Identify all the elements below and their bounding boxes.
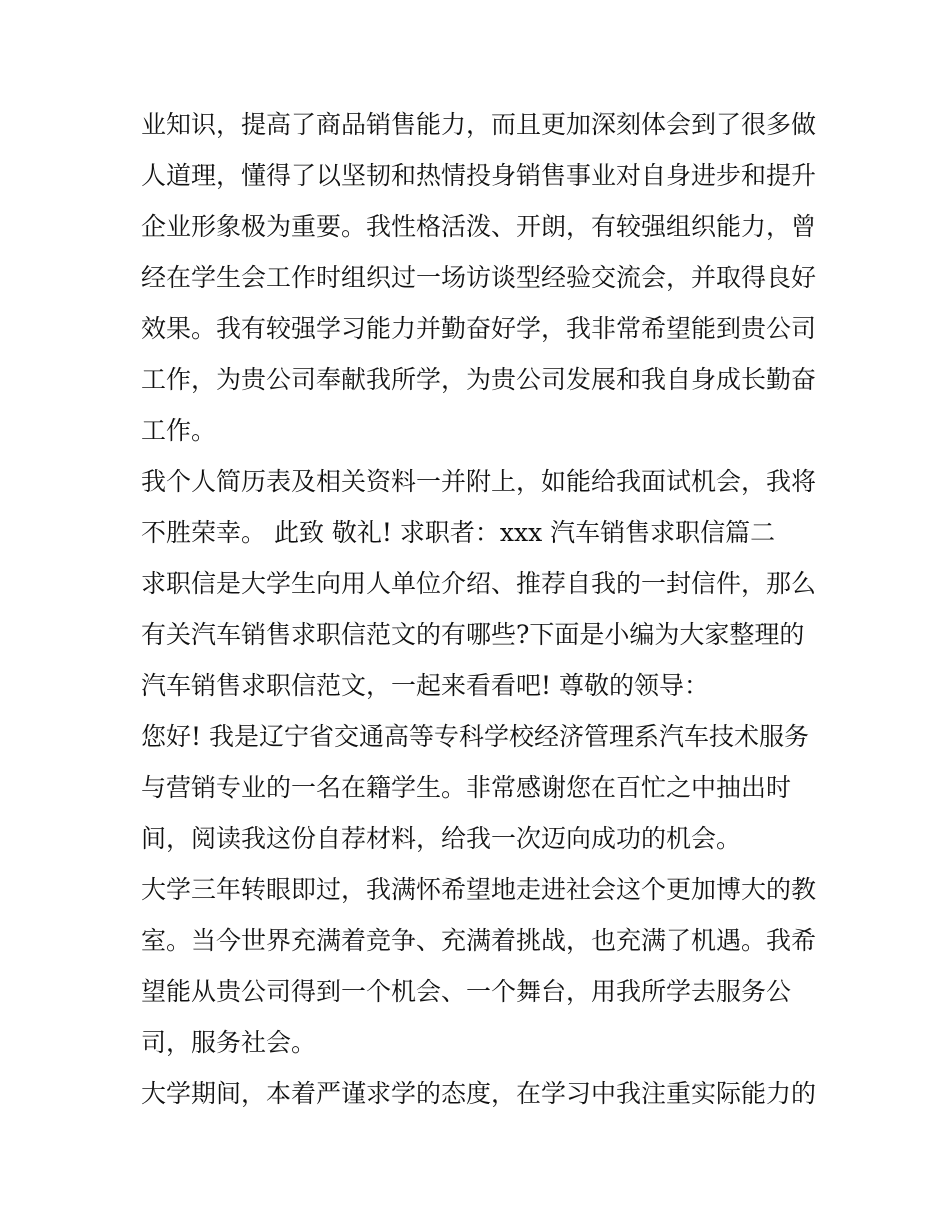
text-line: 您好! 我是辽宁省交通高等专科学校经济管理系汽车技术服务: [141, 722, 809, 751]
text-line: 汽车销售求职信范文，一起来看看吧! 尊敬的领导：: [141, 671, 709, 700]
text-line: 望能从贵公司得到一个机会、一个舞台，用我所学去服务公: [141, 977, 792, 1006]
text-line: 求职信是大学生向用人单位介绍、推荐自我的一封信件，那么: [141, 569, 817, 598]
text-line: 工作。: [141, 416, 217, 445]
text-line: 经在学生会工作时组织过一场访谈型经验交流会，并取得良好: [141, 263, 817, 292]
text-line: 我个人简历表及相关资料一并附上，如能给我面试机会，我将: [141, 467, 817, 496]
text-line: 工作，为贵公司奉献我所学，为贵公司发展和我自身成长勤奋: [141, 365, 817, 394]
document-body: [141, 99, 821, 1119]
text-line: 不胜荣幸。 此致 敬礼! 求职者：xxx 汽车销售求职信篇二: [141, 518, 776, 547]
text-line: 与营销专业的一名在籍学生。非常感谢您在百忙之中抽出时: [141, 773, 792, 802]
text-line: 人道理，懂得了以坚韧和热情投身销售事业对自身进步和提升: [141, 161, 817, 190]
text-line: 效果。我有较强学习能力并勤奋好学，我非常希望能到贵公司: [141, 314, 817, 343]
text-line: 司，服务社会。: [141, 1028, 317, 1057]
text-line: 企业形象极为重要。我性格活泼、开朗，有较强组织能力，曾: [141, 212, 817, 241]
text-line: 有关汽车销售求职信范文的有哪些?下面是小编为大家整理的: [141, 620, 805, 649]
text-line: 大学三年转眼即过，我满怀希望地走进社会这个更加博大的教: [141, 875, 817, 904]
text-line: 大学期间，本着严谨求学的态度，在学习中我注重实际能力的: [141, 1079, 817, 1108]
text-line: 间，阅读我这份自荐材料，给我一次迈向成功的机会。: [141, 824, 742, 853]
text-line: 业知识，提高了商品销售能力，而且更加深刻体会到了很多做: [141, 110, 817, 139]
text-line: 室。当今世界充满着竞争、充满着挑战，也充满了机遇。我希: [141, 926, 817, 955]
